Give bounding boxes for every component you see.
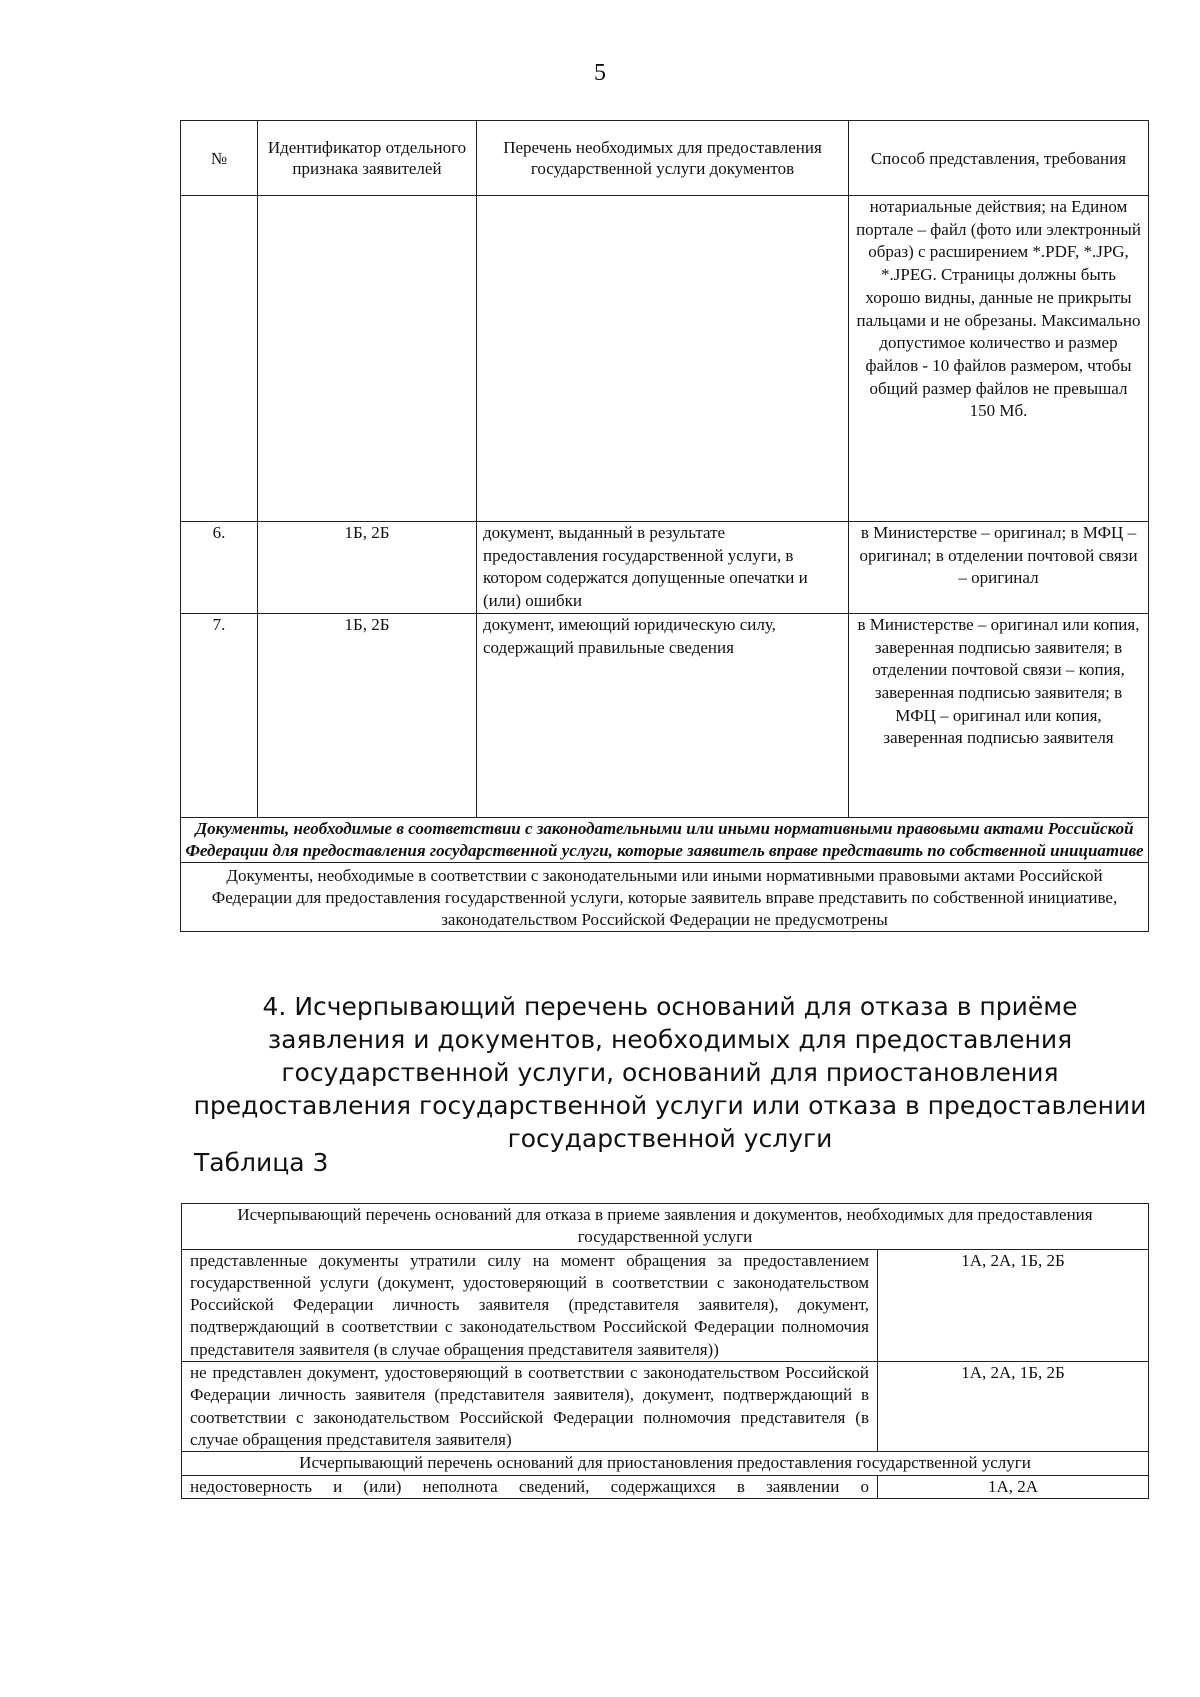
cell-identifier: 1Б, 2Б	[258, 522, 477, 614]
refusal-grounds-table	[181, 1203, 1149, 1499]
optional-documents-note: Документы, необходимые в соответствии с законодательными или иными нормативными правовыми актами Российской Федерации для предоставления государственной услуги, которые заявитель вправе представить по собственной инициативе, законодательством Российской Федерации не предусмотрены	[181, 862, 1149, 931]
cell-identifier: 1Б, 2Б	[258, 613, 477, 817]
table-row	[181, 522, 1149, 614]
cell-number: 6.	[181, 522, 258, 614]
table-row	[181, 613, 1149, 817]
cell-method: нотариальные действия; на Едином портале – файл (фото или электронный образ) с расширением *.PDF, *.JPG, *.JPEG. Страницы должны быть хорошо видны, данные не прикрыты пальцами и не обрезаны. Максимально допустимое количество и размер файлов - 10 файлов размером, чтобы общий размер файлов не превышал 150 Мб.	[849, 196, 1149, 522]
applicant-codes: 1А, 2А, 1Б, 2Б	[878, 1249, 1149, 1361]
optional-documents-heading: Документы, необходимые в соответствии с законодательными или иными нормативными правовыми актами Российской Федерации для предоставления государственной услуги, которые заявитель вправе представить по собственной инициативе	[181, 817, 1149, 862]
page-number: 5	[594, 60, 606, 86]
applicant-codes: 1А, 2А, 1Б, 2Б	[878, 1362, 1149, 1452]
suspension-heading: Исчерпывающий перечень оснований для приостановления предоставления государственной услуги	[182, 1452, 1149, 1475]
documents-table	[180, 120, 1149, 932]
cell-documents: документ, выданный в результате предоставления государственной услуги, в котором содержатся допущенные опечатки и (или) ошибки	[477, 522, 849, 614]
table-row	[182, 1362, 1149, 1452]
table-header-row	[181, 121, 1149, 196]
table-row	[182, 1475, 1149, 1498]
suspension-heading-row	[182, 1452, 1149, 1475]
refusal-heading: Исчерпывающий перечень оснований для отказа в приеме заявления и документов, необходимых для предоставления государственной услуги	[182, 1204, 1149, 1250]
section-heading: 4. Исчерпывающий перечень оснований для отказа в приёме заявления и документов, необходимых для предоставления государственной услуги, оснований для приостановления предоставления государственной услуги или отказа в предоставлении государственной услуги	[193, 992, 1147, 1153]
cell-identifier	[258, 196, 477, 522]
table-caption: Таблица 3	[194, 1148, 329, 1177]
cell-method: в Министерстве – оригинал или копия, заверенная подписью заявителя; в отделении почтовой связи – копия, заверенная подписью заявителя; в МФЦ – оригинал или копия, заверенная подписью заявителя	[849, 613, 1149, 817]
suspension-reason: недостоверность и (или) неполнота сведений, содержащихся в заявлении о	[182, 1475, 878, 1498]
cell-method: в Министерстве – оригинал; в МФЦ – оригинал; в отделении почтовой связи – оригинал	[849, 522, 1149, 614]
refusal-heading-row	[182, 1204, 1149, 1250]
cell-documents	[477, 196, 849, 522]
cell-number	[181, 196, 258, 522]
header-identifier: Идентификатор отдельного признака заявителей	[258, 121, 477, 196]
cell-documents: документ, имеющий юридическую силу, содержащий правильные сведения	[477, 613, 849, 817]
table-row	[182, 1249, 1149, 1361]
applicant-codes: 1А, 2А	[878, 1475, 1149, 1498]
header-method: Способ представления, требования	[849, 121, 1149, 196]
header-documents: Перечень необходимых для предоставления государственной услуги документов	[477, 121, 849, 196]
refusal-reason: представленные документы утратили силу на момент обращения за предоставлением государственной услуги (документ, удостоверяющий в соответствии с законодательством Российской Федерации личность заявителя (представителя заявителя), документ, подтверждающий в соответствии с законодательством Российской Федерации полномочия представителя заявителя (в случае обращения представителя заявителя))	[182, 1249, 878, 1361]
table-row	[181, 196, 1149, 522]
header-number: №	[181, 121, 258, 196]
refusal-reason: не представлен документ, удостоверяющий в соответствии с законодательством Российской Федерации личность заявителя (представителя заявителя), документ, подтверждающий в соответствии с законодательством Российской Федерации полномочия представителя (в случае обращения представителя заявителя)	[182, 1362, 878, 1452]
optional-heading-row	[181, 817, 1149, 862]
cell-number: 7.	[181, 613, 258, 817]
optional-note-row	[181, 862, 1149, 931]
